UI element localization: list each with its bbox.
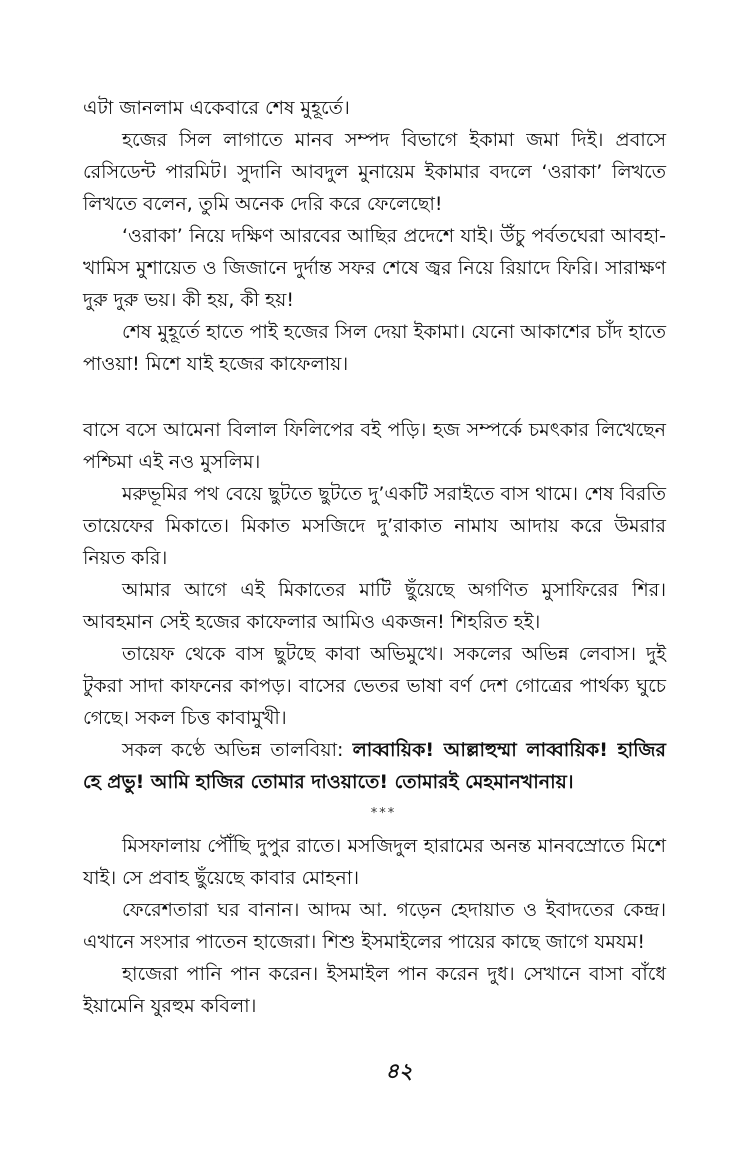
paragraph: ফেরেশতারা ঘর বানান। আদম আ. গড়েন হেদায়াত ও ইবাদতের কেন্দ্র। এখানে সংসার পাতেন হাজেরা। শিশু ইসমাইলের পায়ের কাছে জাগে যমযম! — [83, 899, 666, 953]
paragraph: মিসফালায় পৌঁছি দুপুর রাতে। মসজিদুল হারামের অনন্ত মানবস্রোতে মিশে যাই। সে প্রবাহ ছুঁয়েছে কাবার মোহনা। — [83, 835, 666, 889]
page-body — [83, 92, 666, 1022]
paragraph: বাসে বসে আমেনা বিলাল ফিলিপের বই পড়ি। হজ সম্পর্কে চমৎকার লিখেছেন পশ্চিমা এই নও মুসলিম। — [83, 419, 666, 473]
paragraph: আমার আগে এই মিকাতের মাটি ছুঁয়েছে অগণিত মুসাফিরের শির। আবহমান সেই হজের কাফেলার আমিও একজন! শিহরিত হই। — [83, 579, 666, 633]
paragraph: এটা জানলাম একেবারে শেষ মুহূর্তে। — [83, 97, 350, 119]
section-separator: *** — [370, 806, 397, 821]
talbiya-text: লাব্বায়িক! আল্লাহুম্মা লাব্বায়িক! হাজির হে প্রভু! আমি হাজির তোমার দাওয়াতে! তোমারই মেহমানখানায়। — [83, 739, 666, 793]
section-1 — [83, 92, 666, 380]
paragraph: ‘ওরাকা’ নিয়ে দক্ষিণ আরবের আছির প্রদেশে যাই। উঁচু পর্বতঘেরা আবহা-খামিস মুশায়েত ও জিজানে দুর্দান্ত সফর শেষে জ্বর নিয়ে রিয়াদে ফিরি। সারাক্ষণ দুরু দুরু ভয়। কী হয়, কী হয়! — [83, 225, 666, 311]
section-3 — [83, 830, 666, 1022]
talbiya-paragraph — [83, 734, 666, 798]
section-2 — [83, 414, 666, 830]
talbiya-intro: সকল কণ্ঠে অভিন্ন তালবিয়া: — [122, 739, 353, 761]
page-number: ৪২ — [385, 1058, 413, 1083]
paragraph: হজের সিল লাগাতে মানব সম্পদ বিভাগে ইকামা জমা দিই। প্রবাসে রেসিডেন্ট পারমিট। সুদানি আবদুল মুনায়েম ইকামার বদলে ‘ওরাকা’ লিখতে লিখতে বলেন, তুমি অনেক দেরি করে ফেলেছো! — [83, 129, 666, 215]
paragraph: শেষ মুহূর্তে হাতে পাই হজের সিল দেয়া ইকামা। যেনো আকাশের চাঁদ হাতে পাওয়া! মিশে যাই হজের কাফেলায়। — [83, 321, 666, 375]
paragraph: হাজেরা পানি পান করেন। ইসমাইল পান করেন দুধ। সেখানে বাসা বাঁধে ইয়ামেনি যুরহুম কবিলা। — [83, 963, 666, 1017]
paragraph: মরুভূমির পথ বেয়ে ছুটতে ছুটতে দু’একটি সরাইতে বাস থামে। শেষ বিরতি তায়েফের মিকাতে। মিকাত মসজিদে দু’রাকাত নামায আদায় করে উমরার নিয়ত করি। — [83, 483, 666, 569]
paragraph: তায়েফ থেকে বাস ছুটছে কাবা অভিমুখে। সকলের অভিন্ন লেবাস। দুই টুকরা সাদা কাফনের কাপড়। বাসের ভেতর ভাষা বর্ণ দেশ গোত্রের পার্থক্য ঘুচে গেছে। সকল চিত্ত কাবামুখী। — [83, 643, 666, 729]
